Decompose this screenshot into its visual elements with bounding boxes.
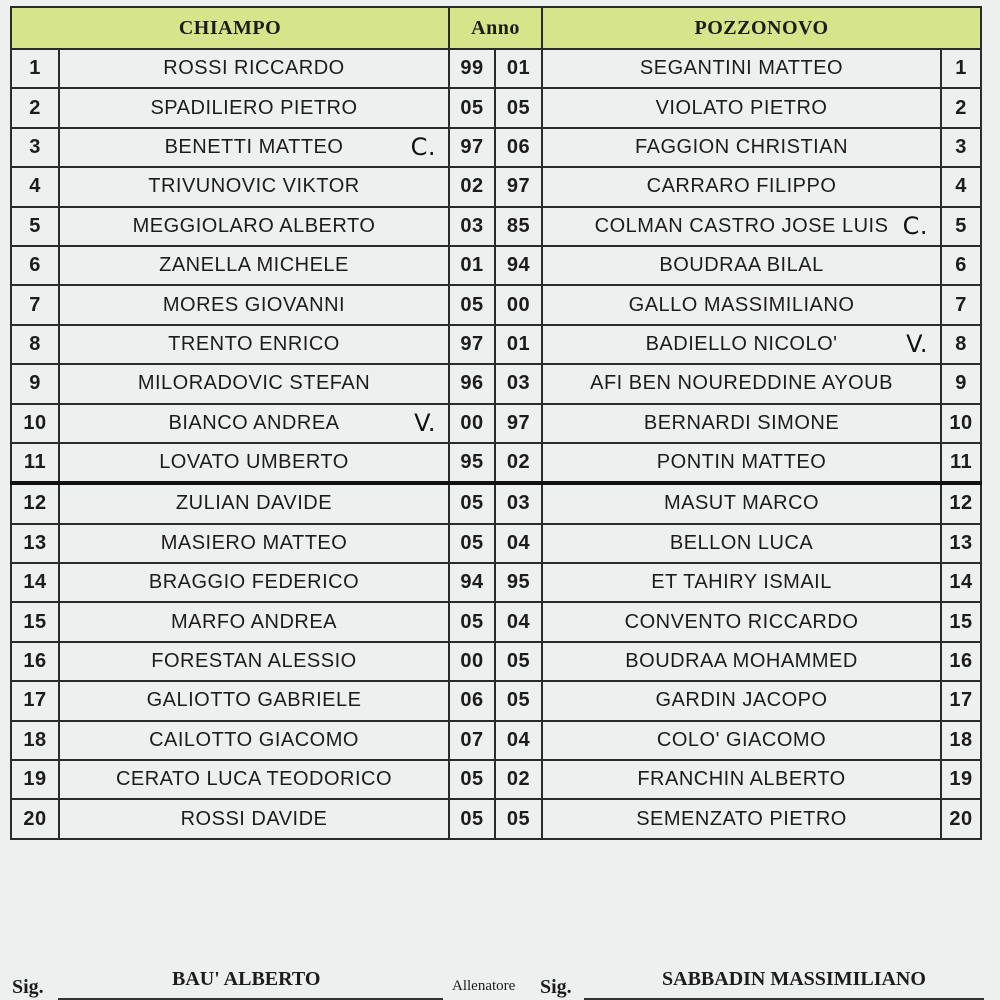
away-player-name-text: COLMAN CASTRO JOSE LUIS <box>594 214 889 237</box>
home-player-number-text: 8 <box>29 332 41 355</box>
away-birth-year-text: 06 <box>506 135 531 158</box>
away-birth-year-text: 00 <box>506 293 531 316</box>
away-player-number <box>941 563 981 602</box>
away-birth-year <box>495 524 542 563</box>
player-row <box>11 799 981 838</box>
away-player-number-text: 16 <box>949 650 973 673</box>
player-row <box>11 167 981 206</box>
home-player-number-text: 17 <box>23 689 47 712</box>
away-player-number <box>941 642 981 681</box>
away-birth-year <box>495 285 542 324</box>
home-player-name <box>59 325 449 364</box>
home-player-number <box>11 49 59 88</box>
home-player-number-text: 9 <box>29 372 41 395</box>
home-birth-year <box>449 167 495 206</box>
player-row <box>11 325 981 364</box>
away-player-name-text: GARDIN JACOPO <box>655 689 828 712</box>
away-birth-year <box>495 760 542 799</box>
away-birth-year-text: 05 <box>506 689 531 712</box>
away-birth-year <box>495 642 542 681</box>
home-player-name <box>59 167 449 206</box>
home-birth-year <box>449 404 495 443</box>
header-row <box>11 7 981 49</box>
home-birth-year-text: 05 <box>460 293 484 316</box>
player-row <box>11 207 981 246</box>
away-player-number-text: 11 <box>949 451 973 474</box>
away-player-number-text: 7 <box>955 293 967 316</box>
home-player-name-text: LOVATO UMBERTO <box>159 451 349 474</box>
away-player-number-text: 8 <box>955 332 967 355</box>
away-player-name <box>542 483 941 523</box>
home-player-name <box>59 285 449 324</box>
player-row <box>11 364 981 403</box>
player-row <box>11 760 981 799</box>
away-player-number-text: 19 <box>949 768 973 791</box>
home-birth-year <box>449 760 495 799</box>
home-player-name <box>59 642 449 681</box>
away-player-name-text: AFI BEN NOUREDDINE AYOUB <box>590 372 893 395</box>
away-player-name <box>542 207 941 246</box>
away-birth-year-text: 97 <box>506 411 531 434</box>
away-player-number-text: 3 <box>955 135 967 158</box>
away-birth-year-text: 85 <box>506 214 531 237</box>
home-birth-year-text: 01 <box>460 254 484 277</box>
away-player-number <box>941 760 981 799</box>
home-player-number-text: 2 <box>29 96 41 119</box>
home-birth-year <box>449 721 495 760</box>
away-birth-year <box>495 681 542 720</box>
away-player-number-text: 1 <box>955 57 967 80</box>
home-birth-year <box>449 49 495 88</box>
home-birth-year-text: 03 <box>460 214 484 237</box>
home-player-number <box>11 404 59 443</box>
home-player-number <box>11 721 59 760</box>
away-player-name <box>542 563 941 602</box>
away-player-number <box>941 443 981 483</box>
away-player-name-text: PONTIN MATTEO <box>656 451 827 474</box>
home-birth-year-text: 97 <box>460 135 484 158</box>
home-player-name-text: ROSSI RICCARDO <box>163 57 345 80</box>
home-player-number <box>11 443 59 483</box>
home-player-number-text: 7 <box>29 293 41 316</box>
away-birth-year <box>495 49 542 88</box>
home-player-name <box>59 246 449 285</box>
year-header: Anno <box>449 7 542 49</box>
away-birth-year-text: 04 <box>506 728 531 751</box>
away-player-number-text: 18 <box>949 728 973 751</box>
away-birth-year <box>495 443 542 483</box>
home-player-number-text: 13 <box>23 531 47 554</box>
home-player-name-text: ZANELLA MICHELE <box>159 254 349 277</box>
away-team-header: POZZONOVO <box>542 7 981 49</box>
home-player-number <box>11 563 59 602</box>
home-player-name <box>59 88 449 127</box>
away-player-number <box>941 364 981 403</box>
home-player-name-text: MARFO ANDREA <box>170 610 338 633</box>
home-birth-year-text: 94 <box>460 571 484 594</box>
away-birth-year <box>495 404 542 443</box>
away-coach-name: SABBADIN MASSIMILIANO <box>662 968 926 990</box>
player-row <box>11 128 981 167</box>
home-player-number-text: 5 <box>29 214 41 237</box>
player-row <box>11 563 981 602</box>
home-player-name-text: MILORADOVIC STEFAN <box>137 372 371 395</box>
player-row <box>11 642 981 681</box>
home-player-number-text: 19 <box>23 768 47 791</box>
home-birth-year-text: 99 <box>460 57 484 80</box>
away-birth-year <box>495 88 542 127</box>
player-row <box>11 524 981 563</box>
away-player-name <box>542 721 941 760</box>
away-player-name-text: SEMENZATO PIETRO <box>636 807 847 830</box>
away-birth-year-text: 05 <box>506 96 531 119</box>
home-player-name <box>59 799 449 838</box>
away-player-name-text: CARRARO FILIPPO <box>646 175 837 198</box>
home-birth-year <box>449 443 495 483</box>
away-player-number-text: 2 <box>955 96 967 119</box>
away-player-name-text: CONVENTO RICCARDO <box>624 610 859 633</box>
away-birth-year-text: 04 <box>506 610 531 633</box>
handwritten-role-mark: C. <box>410 133 437 162</box>
player-row <box>11 285 981 324</box>
home-player-name-text: CERATO LUCA TEODORICO <box>115 768 393 791</box>
away-player-name <box>542 325 941 364</box>
away-player-number <box>941 681 981 720</box>
home-birth-year <box>449 642 495 681</box>
away-player-name <box>542 799 941 838</box>
away-birth-year-text: 01 <box>506 57 531 80</box>
away-player-name <box>542 364 941 403</box>
home-player-number <box>11 799 59 838</box>
home-team-header: CHIAMPO <box>11 7 449 49</box>
home-player-name-text: TRENTO ENRICO <box>168 332 340 355</box>
away-player-number-text: 4 <box>955 175 967 198</box>
handwritten-role-mark: V. <box>906 330 929 359</box>
home-player-name-text: MASIERO MATTEO <box>160 531 348 554</box>
away-player-name-text: BOUDRAA BILAL <box>659 254 824 277</box>
home-player-number <box>11 681 59 720</box>
home-birth-year <box>449 246 495 285</box>
home-player-name-text: ZULIAN DAVIDE <box>175 492 333 515</box>
away-player-name <box>542 602 941 641</box>
away-player-name-text: FRANCHIN ALBERTO <box>637 768 846 791</box>
away-player-number <box>941 246 981 285</box>
away-player-name-text: SEGANTINI MATTEO <box>639 57 844 80</box>
home-player-name <box>59 207 449 246</box>
home-player-number <box>11 642 59 681</box>
away-player-name <box>542 88 941 127</box>
home-player-name <box>59 443 449 483</box>
away-birth-year <box>495 721 542 760</box>
home-player-number <box>11 760 59 799</box>
home-player-number <box>11 285 59 324</box>
away-player-name <box>542 49 941 88</box>
home-player-name <box>59 404 449 443</box>
home-birth-year-text: 06 <box>460 689 484 712</box>
handwritten-role-mark: V. <box>414 409 437 438</box>
coach-role-label: Allenatore <box>452 978 516 994</box>
signature-footer <box>0 962 1000 1000</box>
home-player-name-text: BENETTI MATTEO <box>164 135 344 158</box>
away-birth-year <box>495 207 542 246</box>
away-birth-year-text: 01 <box>506 332 531 355</box>
lineup-table <box>10 6 982 840</box>
home-player-name-text: MEGGIOLARO ALBERTO <box>132 214 376 237</box>
home-player-name <box>59 364 449 403</box>
player-row <box>11 246 981 285</box>
home-birth-year <box>449 524 495 563</box>
away-player-number-text: 13 <box>949 531 973 554</box>
home-player-name-text: MORES GIOVANNI <box>162 293 346 316</box>
home-birth-year-text: 07 <box>460 728 484 751</box>
home-player-name-text: GALIOTTO GABRIELE <box>146 689 362 712</box>
home-player-number <box>11 88 59 127</box>
home-player-name <box>59 602 449 641</box>
away-birth-year <box>495 799 542 838</box>
away-player-number <box>941 721 981 760</box>
away-player-name-text: COLO' GIACOMO <box>656 728 827 751</box>
away-player-number <box>941 325 981 364</box>
away-player-name <box>542 681 941 720</box>
home-birth-year <box>449 602 495 641</box>
home-player-name <box>59 563 449 602</box>
away-sig-label: Sig. <box>540 976 572 998</box>
away-player-number-text: 17 <box>949 689 973 712</box>
home-player-number-text: 10 <box>23 411 47 434</box>
away-birth-year-text: 05 <box>506 650 531 673</box>
player-row <box>11 721 981 760</box>
home-player-number <box>11 325 59 364</box>
home-birth-year <box>449 563 495 602</box>
home-birth-year <box>449 483 495 523</box>
home-birth-year <box>449 88 495 127</box>
home-player-number <box>11 602 59 641</box>
home-player-name-text: FORESTAN ALESSIO <box>151 650 357 673</box>
away-player-number <box>941 49 981 88</box>
home-player-name <box>59 681 449 720</box>
home-player-name-text: BRAGGIO FEDERICO <box>148 571 360 594</box>
away-player-number <box>941 524 981 563</box>
home-player-number <box>11 483 59 523</box>
away-player-number-text: 20 <box>949 807 973 830</box>
away-birth-year <box>495 364 542 403</box>
player-row <box>11 602 981 641</box>
home-player-number <box>11 524 59 563</box>
home-birth-year <box>449 681 495 720</box>
away-birth-year-text: 02 <box>506 451 531 474</box>
home-birth-year-text: 05 <box>460 807 484 830</box>
home-birth-year-text: 00 <box>460 650 484 673</box>
home-player-name <box>59 524 449 563</box>
home-birth-year <box>449 799 495 838</box>
home-player-number-text: 14 <box>23 571 47 594</box>
home-birth-year-text: 02 <box>460 175 484 198</box>
roster-body <box>11 49 981 839</box>
home-birth-year <box>449 285 495 324</box>
away-player-number-text: 12 <box>949 492 973 515</box>
away-player-name-text: VIOLATO PIETRO <box>655 96 828 119</box>
home-player-number-text: 11 <box>23 451 47 474</box>
away-birth-year-text: 94 <box>506 254 531 277</box>
away-birth-year-text: 05 <box>506 807 531 830</box>
away-birth-year <box>495 602 542 641</box>
home-birth-year-text: 05 <box>460 768 484 791</box>
away-player-number-text: 10 <box>949 411 973 434</box>
home-player-number-text: 3 <box>29 135 41 158</box>
home-birth-year-text: 05 <box>460 96 484 119</box>
away-player-name-text: ET TAHIRY ISMAIL <box>651 571 832 594</box>
away-player-name <box>542 642 941 681</box>
away-player-name-text: BOUDRAA MOHAMMED <box>625 650 858 673</box>
away-player-name-text: BADIELLO NICOLO' <box>645 332 838 355</box>
home-player-name <box>59 760 449 799</box>
home-birth-year-text: 05 <box>460 492 484 515</box>
home-birth-year <box>449 128 495 167</box>
home-player-number-text: 1 <box>29 57 41 80</box>
player-row <box>11 404 981 443</box>
away-birth-year-text: 97 <box>506 175 531 198</box>
home-birth-year-text: 05 <box>460 610 484 633</box>
away-player-number <box>941 128 981 167</box>
home-birth-year-text: 00 <box>460 411 484 434</box>
away-player-name-text: BELLON LUCA <box>669 531 814 554</box>
away-birth-year <box>495 246 542 285</box>
home-player-number-text: 16 <box>23 650 47 673</box>
home-player-name <box>59 721 449 760</box>
away-birth-year <box>495 128 542 167</box>
home-sig-label: Sig. <box>12 976 44 998</box>
player-row <box>11 681 981 720</box>
away-player-name-text: MASUT MARCO <box>663 492 820 515</box>
home-birth-year-text: 05 <box>460 531 484 554</box>
home-player-number-text: 20 <box>23 807 47 830</box>
away-player-number-text: 6 <box>955 254 967 277</box>
away-birth-year-text: 02 <box>506 768 531 791</box>
home-player-number-text: 15 <box>23 610 47 633</box>
away-player-name-text: FAGGION CHRISTIAN <box>635 135 849 158</box>
home-player-name <box>59 128 449 167</box>
home-player-name-text: CAILOTTO GIACOMO <box>149 728 359 751</box>
away-player-name <box>542 167 941 206</box>
away-birth-year-text: 03 <box>506 492 531 515</box>
away-birth-year <box>495 167 542 206</box>
home-birth-year <box>449 364 495 403</box>
away-player-number <box>941 167 981 206</box>
away-birth-year <box>495 325 542 364</box>
away-player-name <box>542 524 941 563</box>
away-player-name-text: GALLO MASSIMILIANO <box>628 293 855 316</box>
home-birth-year-text: 95 <box>460 451 484 474</box>
away-player-name <box>542 246 941 285</box>
player-row <box>11 88 981 127</box>
away-player-number <box>941 88 981 127</box>
home-player-name-text: SPADILIERO PIETRO <box>150 96 358 119</box>
home-player-name-text: BIANCO ANDREA <box>168 411 340 434</box>
home-birth-year-text: 97 <box>460 332 484 355</box>
home-player-number-text: 4 <box>29 175 41 198</box>
home-player-number <box>11 364 59 403</box>
home-player-number <box>11 246 59 285</box>
away-birth-year-text: 03 <box>506 372 531 395</box>
home-player-number <box>11 128 59 167</box>
handwritten-role-mark: C. <box>902 212 929 241</box>
away-player-number-text: 5 <box>955 214 967 237</box>
player-row <box>11 443 981 483</box>
away-birth-year <box>495 483 542 523</box>
home-player-number-text: 6 <box>29 254 41 277</box>
away-birth-year-text: 04 <box>506 531 531 554</box>
away-player-name <box>542 443 941 483</box>
away-birth-year-text: 95 <box>506 571 531 594</box>
home-player-name <box>59 49 449 88</box>
away-player-number-text: 14 <box>949 571 973 594</box>
home-player-name-text: ROSSI DAVIDE <box>180 807 328 830</box>
away-player-name <box>542 128 941 167</box>
player-row <box>11 483 981 523</box>
away-player-name-text: BERNARDI SIMONE <box>643 411 840 434</box>
home-coach-name: BAU' ALBERTO <box>172 968 321 990</box>
away-birth-year <box>495 563 542 602</box>
away-player-number <box>941 602 981 641</box>
player-row <box>11 49 981 88</box>
home-birth-year <box>449 325 495 364</box>
away-player-number <box>941 404 981 443</box>
away-player-name <box>542 404 941 443</box>
away-player-name <box>542 285 941 324</box>
home-player-name <box>59 483 449 523</box>
home-birth-year-text: 96 <box>460 372 484 395</box>
home-player-name-text: TRIVUNOVIC VIKTOR <box>148 175 360 198</box>
away-player-number <box>941 799 981 838</box>
home-player-number <box>11 167 59 206</box>
home-player-number-text: 18 <box>23 728 47 751</box>
away-player-number <box>941 285 981 324</box>
away-player-number-text: 9 <box>955 372 967 395</box>
home-player-number-text: 12 <box>23 492 47 515</box>
away-player-number <box>941 207 981 246</box>
home-player-number <box>11 207 59 246</box>
home-birth-year <box>449 207 495 246</box>
away-player-number-text: 15 <box>949 610 973 633</box>
away-player-name <box>542 760 941 799</box>
away-player-number <box>941 483 981 523</box>
